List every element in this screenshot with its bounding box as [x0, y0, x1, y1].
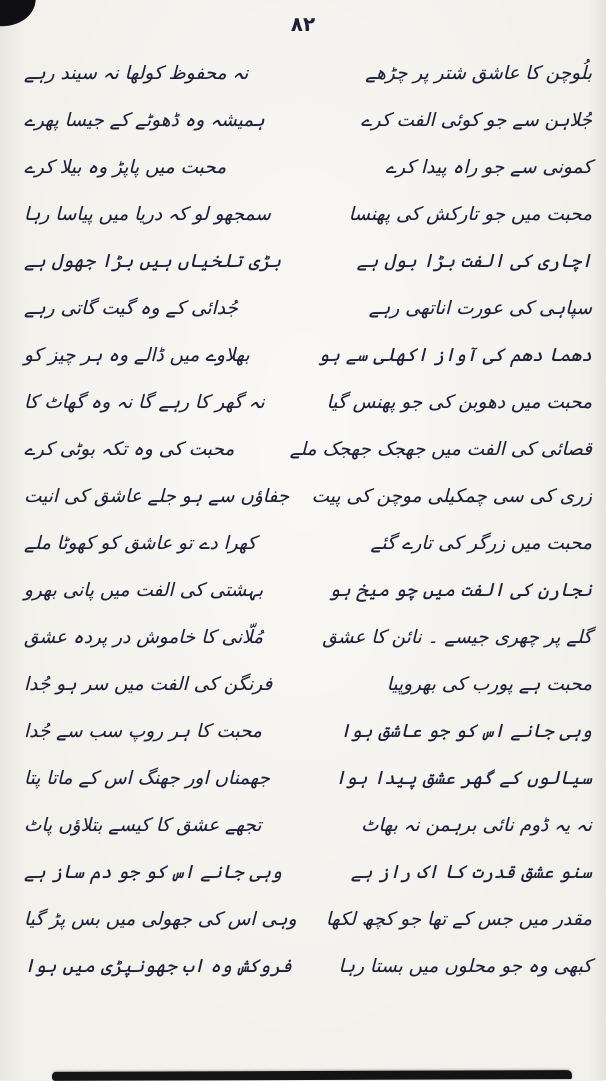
couplet-row — [10, 849, 598, 896]
verse-line-right: وہی جانے اس کو جو عاشق ہوا — [339, 720, 592, 742]
verse-line-left: محبت کی وہ تکہ بوٹی کرے — [24, 438, 235, 460]
couplet-row — [10, 708, 598, 755]
couplet-row — [10, 238, 598, 285]
verse-line-left: بڑی تلخیاں ہیں بڑا جھول ہے — [24, 250, 282, 272]
verse-line-right: نجارن کی الفت میں چو میخ ہو — [329, 579, 592, 601]
verse-line-left: سمجھو لو کہ دریا میں پیاسا رہا — [24, 203, 271, 225]
verse-line-right: اچاری کی الفت بڑا بول ہے — [356, 250, 592, 272]
couplet-row — [10, 332, 598, 379]
verse-line-right: زری کی سی چمکیلی موچن کی پیت — [311, 485, 592, 507]
couplet-row — [10, 191, 598, 238]
verse-line-right: محبت میں زرگر کی تارے گئے — [370, 532, 592, 554]
couplet-row — [10, 426, 598, 473]
verse-line-right: محبت میں جو تارکش کی پھنسا — [348, 203, 592, 225]
verse-line-left: کھرا دے تو عاشق کو کھوٹا ملے — [24, 532, 257, 554]
verse-line-left: بہشتی کی الفت میں پانی بھرو — [24, 579, 264, 601]
couplet-row — [10, 50, 598, 97]
verse-line-right: سنو عشق قدرت کا اک راز ہے — [350, 861, 592, 883]
verse-line-right: محبت ہے پورب کی بھروپیا — [386, 673, 592, 695]
verse-line-right: مقدر میں جس کے تھا جو کچھ لکھا — [325, 908, 592, 930]
couplet-row — [10, 379, 598, 426]
verse-line-left: محبت میں پاپڑ وہ بیلا کرے — [24, 156, 227, 178]
verse-line-left: جفاؤں سے ہو جلے عاشق کی انیت — [24, 485, 290, 507]
verse-line-right: بلُوچن کا عاشق شتر پر چڑھے — [365, 62, 592, 84]
verse-line-left: محبت کا ہر روپ سب سے جُدا — [24, 720, 262, 742]
verse-line-left: ہمیشہ وہ ڈھوٹے کے جیسا پھرے — [24, 109, 265, 131]
verse-line-left: وہی جانے اس کو جو دم ساز ہے — [24, 861, 282, 883]
verse-line-left: تجھے عشق کا کیسے بتلاؤں پاٹ — [24, 814, 262, 836]
verse-line-left: وہی اس کی جھولی میں بس پڑ گیا — [24, 908, 297, 930]
page-number: ۸۲ — [290, 12, 316, 36]
couplet-row — [10, 97, 598, 144]
verse-line-left: نہ محفوظ کولھا نہ سیند رہے — [24, 62, 249, 84]
verse-line-left: جھمناں اور جھنگ اس کے ماتا پتا — [24, 767, 270, 789]
verse-line-right: جُلاہن سے جو کوئی الفت کرے — [360, 109, 592, 131]
verse-line-left: مُلّانی کا خاموش در پردہ عشق — [24, 626, 264, 648]
verse-line-right: نہ یہ ڈوم نائی برہمن نہ بھاٹ — [361, 814, 592, 836]
verse-line-right: محبت میں دھوبن کی جو پھنس گیا — [326, 391, 592, 413]
verse-line-right: گلے پر چھری جیسے ۔ نائن کا عشق — [322, 626, 592, 648]
couplet-row — [10, 802, 598, 849]
verse-line-right: کبھی وہ جو محلوں میں بستا رہا — [338, 955, 592, 977]
scan-artifact-bottom-bar — [52, 1070, 572, 1081]
couplet-row — [10, 144, 598, 191]
verse-line-right: قصائی کی الفت میں جھجک جھجک ملے — [289, 438, 592, 460]
verse-line-left: جُدائی کے وہ گیت گاتی رہے — [24, 297, 238, 319]
verse-line-left: فروکش وہ اب جھونپڑی میں ہوا — [24, 955, 292, 977]
couplet-row — [10, 755, 598, 802]
verse-line-left: فرنگن کی الفت میں سر ہو جُدا — [24, 673, 273, 695]
couplet-row — [10, 943, 598, 990]
couplet-row — [10, 285, 598, 332]
couplet-row — [10, 661, 598, 708]
couplet-row — [10, 614, 598, 661]
verse-line-left: نہ گھر کا رہے گا نہ وہ گھاٹ کا — [24, 391, 265, 413]
verse-line-left: بھلاوے میں ڈالے وہ ہر چیز کو — [24, 344, 250, 366]
couplet-row — [10, 896, 598, 943]
verse-line-right: سیالوں کے گھر عشق پیدا ہوا — [334, 767, 592, 789]
verse-line-right: کمونی سے جو راہ پیدا کرے — [385, 156, 592, 178]
couplet-row — [10, 520, 598, 567]
poem-columns — [10, 50, 598, 990]
verse-line-right: سپاہی کی عورت اناتھی رہے — [368, 297, 592, 319]
couplet-row — [10, 567, 598, 614]
couplet-row — [10, 473, 598, 520]
verse-line-right: دھما دھم کی آواز اکھلی سے ہو — [318, 344, 592, 366]
